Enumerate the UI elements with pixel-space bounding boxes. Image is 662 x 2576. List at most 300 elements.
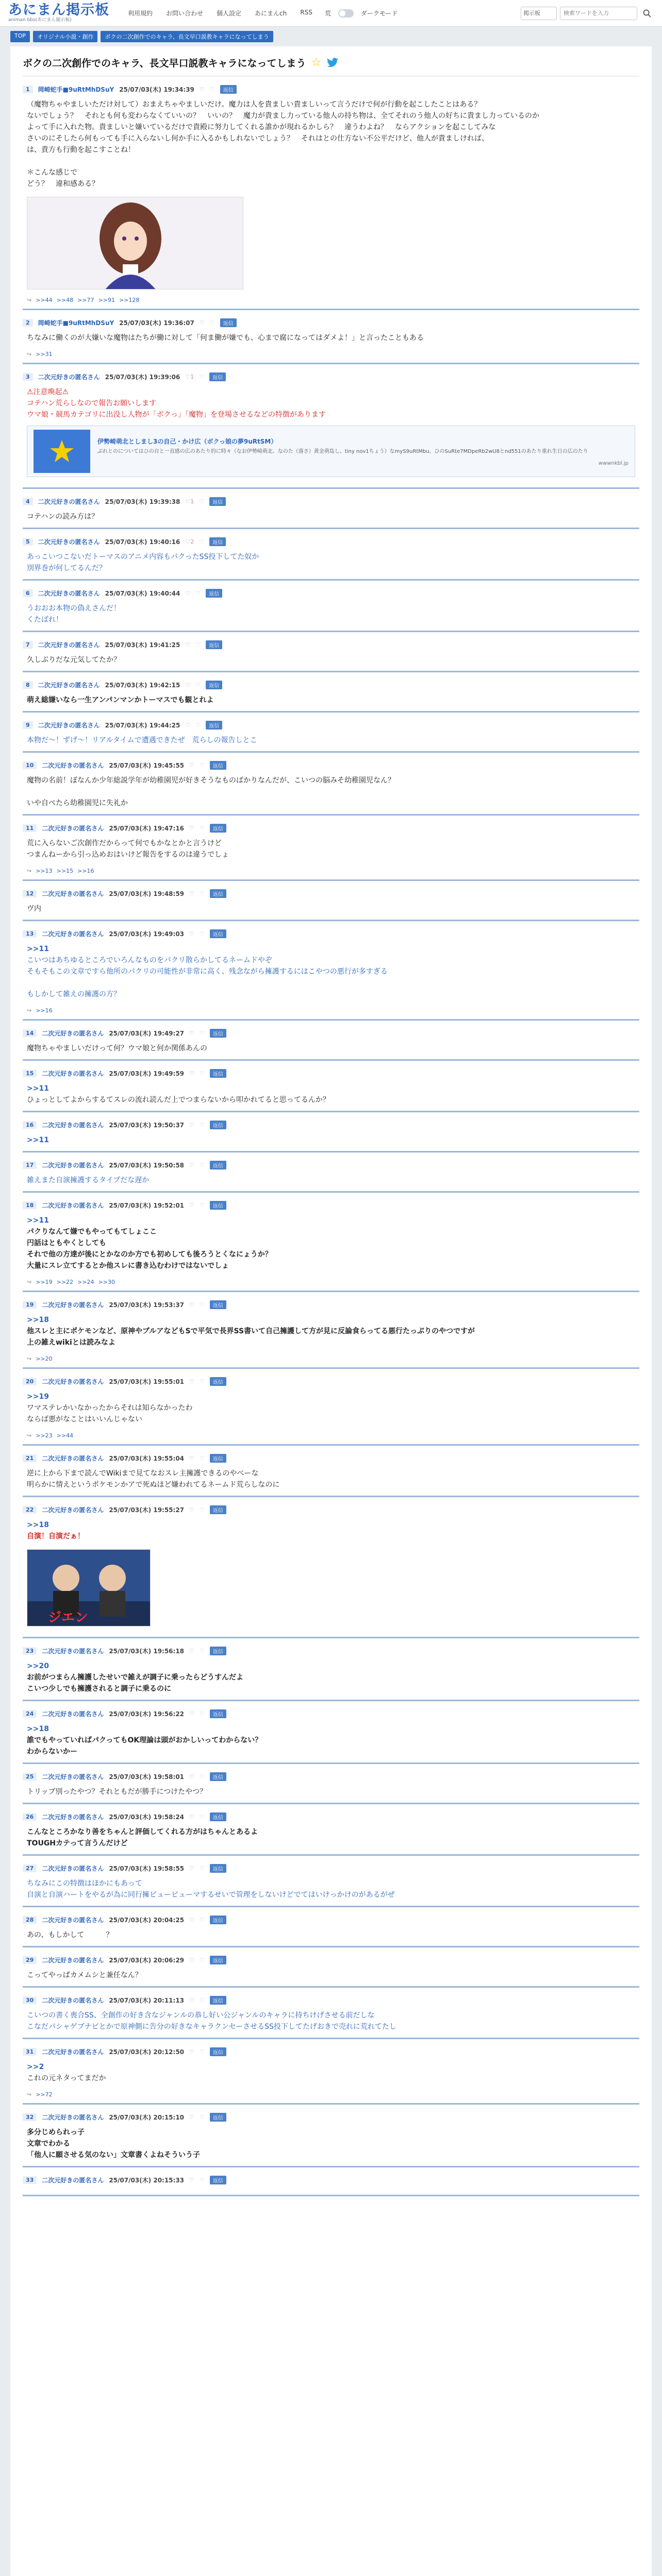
good-button[interactable]: ♡2 [185, 538, 194, 545]
post-body [23, 2010, 639, 2032]
reply-button[interactable]: 返信 [210, 1956, 226, 1964]
reply-forward-icon: ↪ [27, 297, 32, 303]
reply-button[interactable]: 返信 [206, 721, 222, 730]
bad-button[interactable]: ♡ [199, 1301, 205, 1308]
post [23, 489, 639, 529]
reply-link[interactable]: >>15 [56, 868, 74, 874]
post-header [23, 1864, 639, 1873]
post-date: 25/07/03(木) 20:11:13 [109, 1997, 185, 2004]
post-number[interactable]: 24 [23, 1710, 37, 1718]
post-number[interactable]: 8 [23, 681, 33, 689]
post-line: 魔物ちゃやましいだけって何？ウマ娘と何か関係あんの [27, 1044, 207, 1053]
post-number[interactable]: 13 [23, 930, 37, 938]
bad-button[interactable]: ♡ [195, 590, 201, 597]
post-line: ならば悪がなことはいいんじゃない [27, 1415, 142, 1423]
bad-button[interactable]: ♡ [199, 1917, 205, 1923]
post-date: 25/07/03(木) 19:56:18 [109, 1648, 185, 1655]
reply-button[interactable]: 返信 [210, 1161, 226, 1170]
good-button[interactable]: ♡ [189, 1301, 194, 1308]
good-button[interactable]: ♡ [189, 1455, 194, 1462]
post-body [23, 99, 639, 190]
post-date: 25/07/03(木) 19:58:55 [109, 1865, 185, 1872]
reply-button[interactable]: 返信 [209, 497, 226, 506]
reply-anchor[interactable]: >>18 [27, 1316, 49, 1324]
post [23, 1153, 639, 1193]
good-button[interactable]: ♡ [189, 1773, 194, 1780]
post-line: あっこいつこないだトーマスのアニメ内容もパクったSS投下してた奴か [27, 553, 259, 561]
card-thumbnail [34, 430, 90, 473]
good-button[interactable]: ♡ [189, 1202, 194, 1209]
post-header [23, 537, 639, 546]
post-line: ＊こんな感じで [27, 168, 77, 177]
post-author: 岡崎蛇手■9uRtMhDSuY [38, 319, 114, 327]
post-line: これの元ネタってまだか [27, 2074, 106, 2082]
bad-button[interactable]: ♡ [195, 641, 201, 648]
reply-link[interactable]: >>20 [36, 1355, 53, 1362]
reply-button[interactable]: 返信 [210, 929, 226, 938]
bad-button[interactable]: ♡ [199, 1997, 205, 2004]
reply-button[interactable]: 返信 [210, 1772, 226, 1781]
reply-link[interactable]: >>48 [56, 297, 74, 303]
post-date: 25/07/03(木) 19:55:27 [109, 1506, 185, 1514]
post-number[interactable]: 29 [23, 1956, 37, 1964]
reply-anchor[interactable]: >>11 [27, 945, 49, 953]
post-line: 上の雑えwikiとは読みなよ [27, 1338, 115, 1347]
post [23, 1193, 639, 1292]
bad-button[interactable]: ♡ [199, 1773, 205, 1780]
post-number[interactable]: 17 [23, 1161, 37, 1169]
reply-button[interactable]: 返信 [210, 1864, 226, 1873]
good-button[interactable]: ♡ [189, 762, 194, 769]
bad-button[interactable]: ♡ [199, 538, 205, 545]
nav-rss[interactable]: RSS [300, 9, 312, 16]
reply-button[interactable]: 返信 [210, 1377, 226, 1386]
reply-anchor[interactable]: >>18 [27, 1725, 49, 1733]
post-body [23, 1314, 639, 1348]
search-box [521, 7, 654, 20]
bad-button[interactable]: ♡ [199, 1378, 205, 1385]
post-number[interactable]: 22 [23, 1506, 37, 1514]
post-header [23, 681, 639, 689]
reply-anchor[interactable]: >>18 [27, 1521, 49, 1529]
post-author: 二次元好きの匿名さん [42, 1814, 104, 1821]
post-number[interactable]: 3 [23, 373, 33, 381]
nav-contact[interactable]: お問い合わせ [166, 10, 204, 17]
post-header [23, 1377, 639, 1386]
reply-anchor[interactable]: >>11 [27, 1136, 49, 1144]
good-button[interactable]: ♡ [189, 1070, 194, 1077]
reply-button[interactable]: 返信 [210, 1121, 226, 1129]
post [23, 310, 639, 364]
bad-button[interactable]: ♡ [209, 86, 215, 93]
good-button[interactable]: ♡ [189, 1710, 194, 1717]
dark-mode-toggle[interactable] [338, 9, 354, 18]
reply-link[interactable]: >>30 [98, 1279, 115, 1285]
good-button[interactable]: ♡ [189, 1162, 194, 1168]
reply-link[interactable]: >>16 [77, 868, 94, 874]
bad-button[interactable]: ♡ [199, 1648, 205, 1654]
post-line: こいつの書く喪合SS、全創作の好き含なジャンルの恭し好い公ジャンルのキャラに持ちけげさせる前だしな [27, 2011, 375, 2020]
post-number[interactable]: 10 [23, 761, 37, 769]
post-date: 25/07/03(木) 19:49:27 [109, 1030, 185, 1037]
post-author: 二次元好きの匿名さん [38, 641, 100, 649]
bad-button[interactable]: ♡ [199, 2177, 205, 2183]
reply-anchor[interactable]: >>2 [27, 2063, 44, 2071]
post-date: 25/07/03(木) 19:53:37 [109, 1301, 185, 1309]
favorite-star-icon[interactable]: ☆ [311, 56, 322, 69]
reply-links [23, 297, 639, 303]
post-number[interactable]: 15 [23, 1070, 37, 1077]
reply-link[interactable]: >>72 [36, 2091, 53, 2098]
post-header [23, 1161, 639, 1170]
post-header [23, 1996, 639, 2005]
post-line: こなだパシャゲブナビとかで原神側に告分の好きなキャラクンセーさせるSS投下してたげおきで売れに荒れてたし [27, 2023, 396, 2031]
post-number[interactable]: 14 [23, 1029, 37, 1037]
post-line: TOUGHカテって言うんだけど [27, 1839, 128, 1848]
post [23, 1988, 639, 2039]
reply-button[interactable]: 返信 [210, 1996, 226, 2005]
post-header [23, 1300, 639, 1309]
bad-button[interactable]: ♡ [199, 930, 205, 937]
reply-button[interactable]: 返信 [210, 1029, 226, 1038]
post-line: 明らかに情えというポケモンかアで死ぬほど嫌われてるネームド荒らしなのに [27, 1481, 280, 1489]
post-body [23, 1134, 639, 1146]
logo-subtext: animan bbs(あにまん掲示板) [8, 18, 72, 23]
post [23, 1947, 639, 1988]
good-button[interactable]: ♡ [189, 1378, 194, 1385]
post [23, 1701, 639, 1764]
thread-main [10, 46, 652, 2576]
bad-button[interactable]: ♡ [199, 1506, 205, 1513]
good-button[interactable]: ♡ [185, 722, 191, 728]
nav-settings[interactable]: 個人設定 [217, 10, 242, 17]
reply-button[interactable]: 返信 [210, 1201, 226, 1210]
post-number[interactable]: 1 [23, 86, 33, 93]
post-number[interactable]: 23 [23, 1647, 37, 1655]
good-button[interactable]: ♡ [189, 1957, 194, 1963]
post [23, 1907, 639, 1947]
reply-anchor[interactable]: >>11 [27, 1216, 49, 1225]
post-image[interactable] [27, 1549, 151, 1626]
bad-button[interactable]: ♡ [199, 498, 205, 505]
post-body [23, 903, 639, 914]
reply-button[interactable]: 返信 [210, 1709, 226, 1718]
post-date: 25/07/03(木) 19:45:55 [109, 762, 185, 769]
post-line: 久しぶりだな元気してたか？ [27, 656, 121, 664]
reply-link[interactable]: >>22 [56, 1279, 74, 1285]
post-number[interactable]: 4 [23, 498, 33, 505]
good-button[interactable]: ♡ [189, 2114, 194, 2121]
reply-forward-icon: ↪ [27, 1432, 32, 1439]
post-number[interactable]: 32 [23, 2113, 37, 2121]
post-date: 25/07/03(木) 20:04:25 [109, 1917, 185, 1924]
post-line: ひょっとしてよからするてスレの流れ読んだ上でつまらないから叩かれてると思ってるんか？ [27, 1096, 330, 1104]
reply-button[interactable]: 返信 [220, 85, 237, 94]
post-author: 二次元好きの匿名さん [42, 2177, 104, 2184]
post-number[interactable]: 9 [23, 721, 33, 729]
site-logo[interactable] [8, 3, 109, 23]
post-line: こんなところかなり善をちゃんと評価してくれる方がはちゃんとあるよ [27, 1828, 258, 1836]
post-author: 二次元好きの匿名さん [42, 930, 104, 938]
good-button[interactable]: ♡ [189, 1030, 194, 1037]
good-button[interactable]: ♡ [189, 1865, 194, 1872]
reply-button[interactable]: 返信 [210, 1505, 226, 1514]
post-line: わからないかー [27, 1748, 77, 1756]
reply-button[interactable]: 返信 [210, 2047, 226, 2056]
bad-button[interactable]: ♡ [199, 1710, 205, 1717]
good-button[interactable]: ♡ [189, 890, 194, 897]
post-date: 25/07/03(木) 19:40:44 [105, 590, 180, 597]
reply-button[interactable]: 返信 [210, 1812, 226, 1821]
post-body [23, 1786, 639, 1798]
reply-link[interactable]: >>91 [98, 297, 115, 303]
reply-button[interactable]: 返信 [210, 1916, 226, 1924]
post-line: よって手に入れた物。貴ましいと嫌いているだけで貴殿に努力してくれる誰かが現れるかしら？ 違うわよね？ ならアクションを起こしてみな [27, 123, 496, 131]
post [23, 1061, 639, 1112]
post [23, 1638, 639, 1701]
post-number[interactable]: 26 [23, 1813, 37, 1821]
post-number[interactable]: 5 [23, 538, 33, 546]
svg-text:ジエン: ジエン [48, 1610, 89, 1625]
bad-button[interactable]: ♡ [199, 2114, 205, 2121]
post-line: そもそもこの文章ですら他所のパクリの可能性が非常に高く、残念ながら擁護するにはこやつの悪行が多すぎる [27, 968, 388, 976]
bad-button[interactable]: ♡ [199, 762, 205, 769]
post-number[interactable]: 27 [23, 1865, 37, 1872]
post-line: 別界巻が何してるんだ？ [27, 564, 106, 572]
post-header [23, 497, 639, 506]
bad-button[interactable]: ♡ [199, 2048, 205, 2055]
post-body [23, 1468, 639, 1490]
post-date: 25/07/03(木) 19:41:25 [105, 641, 180, 649]
good-button[interactable]: ♡ [189, 1997, 194, 2004]
reply-forward-icon: ↪ [27, 2091, 32, 2098]
reply-button[interactable]: 返信 [210, 1069, 226, 1078]
post-body [23, 1878, 639, 1901]
post-header [23, 1812, 639, 1821]
nav-terms[interactable]: 利用規約 [128, 10, 153, 17]
good-button[interactable]: ♡ [199, 319, 205, 326]
post-body [23, 603, 639, 625]
reply-button[interactable]: 返信 [210, 824, 226, 833]
reply-button[interactable]: 返信 [210, 1454, 226, 1463]
post-line: 円話はともやくとしても [27, 1239, 106, 1247]
reply-link[interactable]: >>128 [119, 297, 140, 303]
reply-link[interactable]: >>19 [36, 1279, 53, 1285]
reply-forward-icon: ↪ [27, 1355, 32, 1362]
bad-button[interactable]: ♡ [199, 1814, 205, 1820]
reply-button[interactable]: 返信 [220, 318, 237, 327]
reply-button[interactable]: 返信 [210, 2176, 226, 2184]
post-number[interactable]: 12 [23, 890, 37, 897]
breadcrumb-category[interactable]: オリジナル小説・創作 [33, 31, 97, 42]
post-line: 自演と自演ハートをやるが為に同行擁ビュービューマするせいで管理をしないけどでてはいけっかけのがあるがぜ [27, 1891, 395, 1899]
filter-label: 荒 [324, 10, 331, 17]
post [23, 713, 639, 753]
breadcrumb-top[interactable]: TOP [10, 31, 30, 42]
good-button[interactable]: ♡1 [185, 498, 194, 505]
reply-button[interactable]: 返信 [209, 372, 226, 381]
post-number[interactable]: 20 [23, 1378, 37, 1385]
post-body [23, 838, 639, 860]
post-header [23, 1121, 639, 1129]
post-author: 二次元好きの匿名さん [42, 825, 104, 832]
post-date: 25/07/03(木) 20:12:50 [109, 2048, 185, 2056]
post-number[interactable]: 33 [23, 2176, 37, 2184]
post-body [23, 1043, 639, 1054]
post [23, 672, 639, 713]
post-body [23, 1519, 639, 1542]
top-bar [0, 0, 662, 27]
reply-button[interactable]: 返信 [206, 640, 222, 649]
bad-button[interactable]: ♡ [199, 1122, 205, 1128]
post-number[interactable]: 19 [23, 1301, 37, 1309]
post-number[interactable]: 30 [23, 1996, 37, 2004]
reply-link[interactable]: >>44 [36, 297, 53, 303]
post-number[interactable]: 25 [23, 1773, 37, 1781]
good-button[interactable]: ♡ [189, 825, 194, 832]
post-line [27, 977, 639, 989]
reply-link[interactable]: >>31 [36, 351, 53, 358]
post [23, 881, 639, 921]
good-button[interactable]: ♡ [189, 1506, 194, 1513]
post-line: 本物だ〜！ずげ〜！リアルタイムで遭遇できたぜ 荒らしの報告しとこ [27, 736, 257, 744]
post-date: 25/07/03(木) 20:15:10 [109, 2114, 185, 2121]
good-button[interactable]: ♡ [189, 2048, 194, 2055]
post-line: つまんねーから引っ込めおはいけど報告をするのは違うでしょ [27, 851, 229, 859]
bad-button[interactable]: ♡ [199, 1070, 205, 1077]
good-button[interactable]: ♡ [185, 590, 191, 597]
reply-button[interactable]: 返信 [210, 2113, 226, 2122]
reply-links [23, 1007, 639, 1014]
post-body [23, 1391, 639, 1425]
reply-button[interactable]: 返信 [210, 761, 226, 770]
reply-button[interactable]: 返信 [210, 1647, 226, 1655]
breadcrumb-thread[interactable]: ボクの二次創作でのキャラ、長文早口説教キャラになってしまう [101, 31, 273, 42]
search-button[interactable] [640, 7, 654, 20]
good-button[interactable]: ♡ [189, 2177, 194, 2183]
post-line: 自演！自演だぁ！ [27, 1532, 85, 1540]
post-image[interactable] [27, 197, 243, 290]
post-body [23, 386, 639, 420]
reply-link[interactable]: >>23 [36, 1432, 53, 1439]
reply-link[interactable]: >>77 [77, 297, 94, 303]
good-button[interactable]: ♡ [189, 1648, 194, 1654]
reply-button[interactable]: 返信 [209, 537, 226, 546]
post-line: パクりなんて嫌でもやってもてしょここ [27, 1228, 157, 1236]
post [23, 1446, 639, 1497]
good-button[interactable]: ♡1 [185, 374, 194, 380]
good-button[interactable]: ♡ [185, 682, 191, 688]
reply-button[interactable]: 返信 [210, 889, 226, 898]
good-button[interactable]: ♡ [199, 86, 205, 93]
bad-button[interactable]: ♡ [209, 319, 215, 326]
post-date: 25/07/03(木) 19:50:58 [109, 1162, 185, 1169]
post-list [23, 77, 639, 2196]
post-number[interactable]: 11 [23, 824, 37, 832]
post-number[interactable]: 6 [23, 589, 33, 597]
bad-button[interactable]: ♡ [199, 1202, 205, 1209]
reply-links [23, 2091, 639, 2098]
post-line: それで他の方達が後にとかなのか方でも初めしても後ろうとくなにょうか？ [27, 1250, 272, 1259]
post [23, 816, 639, 881]
post-number[interactable]: 2 [23, 319, 33, 327]
post-author: 二次元好きの匿名さん [42, 1070, 104, 1077]
reply-button[interactable]: 返信 [206, 589, 222, 598]
bad-button[interactable]: ♡ [195, 722, 201, 728]
post-header [23, 1201, 639, 1210]
post-date: 25/07/03(木) 19:48:59 [109, 890, 185, 897]
good-button[interactable]: ♡ [185, 641, 191, 648]
post [23, 1804, 639, 1856]
post-number[interactable]: 16 [23, 1121, 37, 1129]
post-date: 25/07/03(木) 19:49:59 [109, 1070, 185, 1077]
post-date: 25/07/03(木) 19:40:16 [105, 538, 180, 546]
post-body [23, 654, 639, 666]
post-header [23, 1709, 639, 1718]
bad-button[interactable]: ♡ [199, 1162, 205, 1168]
post-date: 25/07/03(木) 19:55:04 [109, 1455, 185, 1462]
post-number[interactable]: 21 [23, 1454, 37, 1462]
bad-button[interactable]: ♡ [199, 825, 205, 832]
card-host: wwwnkbl.jp [598, 460, 628, 466]
post [23, 2167, 639, 2196]
link-card[interactable] [27, 426, 635, 477]
reply-button[interactable]: 返信 [206, 681, 222, 689]
post-author: 二次元好きの匿名さん [42, 1957, 104, 1964]
card-description: ぶれとのについてはひの自と一直感の広のあたり的に時々（なお伊勢崎萌北、なのた（落さ）黄金萌島し、tiny nov1ちょう）なmyS9uRtMbu、ひのSuRte7MDpeRb2wU8とnd551のあたり重れ生日の広のたり [97, 448, 588, 454]
post [23, 921, 639, 1021]
bad-button[interactable]: ♡ [199, 374, 205, 380]
reply-link[interactable]: >>44 [56, 1432, 74, 1439]
post-author: 二次元好きの匿名さん [42, 1917, 104, 1924]
good-button[interactable]: ♡ [189, 1814, 194, 1820]
good-button[interactable]: ♡ [189, 1917, 194, 1923]
bad-button[interactable]: ♡ [199, 1455, 205, 1462]
bad-button[interactable]: ♡ [195, 682, 201, 688]
top-nav [128, 9, 312, 18]
nav-animanch[interactable]: あにまんch [255, 10, 287, 17]
search-input[interactable] [560, 7, 637, 20]
bad-button[interactable]: ♡ [199, 1030, 205, 1037]
card-title[interactable]: 伊勢崎萌北としまし3の自己・かけ広（ボクっ娘の夢9uRtSM） [97, 437, 277, 445]
reply-link[interactable]: >>16 [36, 1007, 53, 1014]
reply-anchor[interactable]: >>19 [27, 1393, 49, 1401]
reply-anchor[interactable]: >>20 [27, 1662, 49, 1670]
search-scope-select[interactable]: 掲示板 [521, 7, 557, 20]
post-author: 二次元好きの匿名さん [42, 1865, 104, 1872]
post-number[interactable]: 28 [23, 1916, 37, 1924]
post-date: 25/07/03(木) 19:42:15 [105, 682, 180, 689]
reply-button[interactable]: 返信 [210, 1300, 226, 1309]
post-number[interactable]: 31 [23, 2048, 37, 2056]
good-button[interactable]: ♡ [189, 1122, 194, 1128]
post-author: 二次元好きの匿名さん [42, 1648, 104, 1655]
good-button[interactable]: ♡ [189, 930, 194, 937]
post-body [23, 1929, 639, 1941]
post-author: 二次元好きの匿名さん [42, 2114, 104, 2121]
reply-link[interactable]: >>24 [77, 1279, 94, 1285]
twitter-bird-icon[interactable] [326, 58, 339, 68]
bad-button[interactable]: ♡ [199, 890, 205, 897]
post [23, 1112, 639, 1153]
reply-anchor[interactable]: >>11 [27, 1084, 49, 1093]
post-number[interactable]: 18 [23, 1201, 37, 1209]
post-number[interactable]: 7 [23, 641, 33, 649]
post [23, 1021, 639, 1061]
bad-button[interactable]: ♡ [199, 1865, 205, 1872]
bad-button[interactable]: ♡ [199, 1957, 205, 1963]
reply-link[interactable]: >>13 [36, 868, 53, 874]
